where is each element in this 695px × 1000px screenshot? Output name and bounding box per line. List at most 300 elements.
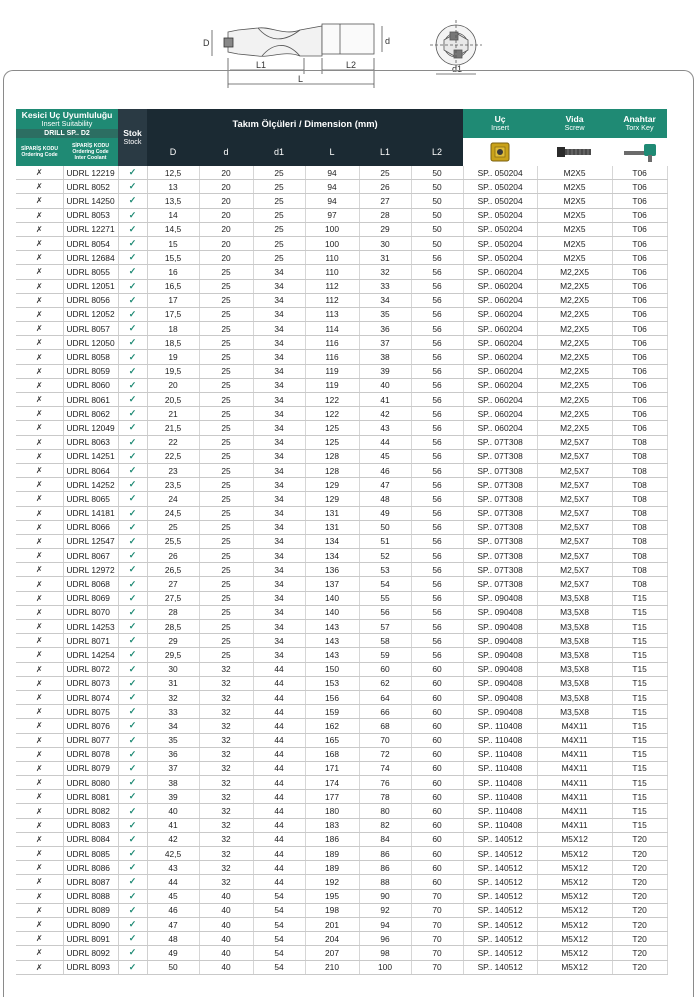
- cell-screw: M4X11: [537, 818, 612, 832]
- cell-l1: 78: [359, 790, 411, 804]
- cell-d1: 34: [253, 393, 305, 407]
- cell-l: 119: [305, 364, 359, 378]
- ordering-code-cell: UDRL 8089: [63, 903, 118, 917]
- cross-icon: ✗: [16, 478, 63, 492]
- cell-insert: SP.. 060204: [463, 293, 537, 307]
- cell-d: 25: [199, 591, 253, 605]
- cell-l1: 59: [359, 648, 411, 662]
- cell-d: 19,5: [147, 364, 199, 378]
- cell-l: 183: [305, 818, 359, 832]
- cell-key: T15: [612, 818, 667, 832]
- cell-d1: 34: [253, 336, 305, 350]
- ordering-code-cell: UDRL 8058: [63, 350, 118, 364]
- cell-d: 37: [147, 761, 199, 775]
- cross-icon: ✗: [16, 676, 63, 690]
- cell-d1: 34: [253, 591, 305, 605]
- cell-d1: 34: [253, 364, 305, 378]
- cell-d1: 25: [253, 251, 305, 265]
- cell-key: T20: [612, 932, 667, 946]
- ordering-code-cell: UDRL 8085: [63, 847, 118, 861]
- cell-d: 32: [199, 804, 253, 818]
- cell-d: 19: [147, 350, 199, 364]
- cell-l2: 56: [411, 251, 463, 265]
- table-row: [16, 705, 667, 719]
- cell-l2: 56: [411, 463, 463, 477]
- ordering-code-cell: UDRL 8084: [63, 832, 118, 846]
- dimension-normal: Dimension (mm): [304, 118, 378, 129]
- cell-l1: 76: [359, 776, 411, 790]
- cell-d: 14: [147, 208, 199, 222]
- cell-l2: 56: [411, 506, 463, 520]
- cell-d1: 44: [253, 719, 305, 733]
- check-icon: ✓: [118, 932, 147, 946]
- check-icon: ✓: [118, 421, 147, 435]
- cell-l1: 51: [359, 534, 411, 548]
- cell-l2: 60: [411, 847, 463, 861]
- cell-l1: 80: [359, 804, 411, 818]
- cell-key: T20: [612, 903, 667, 917]
- check-icon: ✓: [118, 378, 147, 392]
- cell-d: 42,5: [147, 847, 199, 861]
- cell-l: 112: [305, 293, 359, 307]
- cell-d: 25: [199, 293, 253, 307]
- cell-l2: 60: [411, 747, 463, 761]
- cross-icon: ✗: [16, 761, 63, 775]
- cell-d: 25: [199, 378, 253, 392]
- cell-l: 116: [305, 336, 359, 350]
- cell-d1: 34: [253, 577, 305, 591]
- cross-icon: ✗: [16, 421, 63, 435]
- ordering-coolant-line2: Ordering Code: [72, 149, 109, 155]
- ordering-code-cell: UDRL 8072: [63, 662, 118, 676]
- cell-l2: 56: [411, 549, 463, 563]
- cell-insert: SP.. 07T308: [463, 520, 537, 534]
- cross-icon: ✗: [16, 549, 63, 563]
- cell-l1: 68: [359, 719, 411, 733]
- ordering-code-cell: UDRL 14250: [63, 194, 118, 208]
- cell-d1: 34: [253, 634, 305, 648]
- ordering-code-cell: UDRL 8070: [63, 605, 118, 619]
- cell-key: T20: [612, 946, 667, 960]
- cell-screw: M5X12: [537, 832, 612, 846]
- cell-d: 20: [199, 222, 253, 236]
- cell-l1: 86: [359, 861, 411, 875]
- cell-d: 22,5: [147, 449, 199, 463]
- cell-l2: 50: [411, 180, 463, 194]
- cell-l2: 70: [411, 917, 463, 931]
- drill-sp-header: DRILL SP.. D2: [16, 129, 118, 138]
- cell-key: T06: [612, 208, 667, 222]
- label-d1: d1: [452, 64, 463, 74]
- table-row: [16, 251, 667, 265]
- cell-key: T06: [612, 194, 667, 208]
- cell-d: 20: [147, 378, 199, 392]
- check-icon: ✓: [118, 492, 147, 506]
- header-row-top: [16, 109, 667, 129]
- cell-l1: 84: [359, 832, 411, 846]
- cell-key: T15: [612, 605, 667, 619]
- cell-insert: SP.. 07T308: [463, 577, 537, 591]
- cell-d: 25: [199, 478, 253, 492]
- check-icon: ✓: [118, 393, 147, 407]
- cell-screw: M2,2X5: [537, 265, 612, 279]
- label-L: L: [298, 74, 304, 84]
- cell-d: 25: [199, 421, 253, 435]
- cell-key: T20: [612, 847, 667, 861]
- cell-l1: 86: [359, 847, 411, 861]
- cell-d: 28: [147, 605, 199, 619]
- cell-insert: SP.. 050204: [463, 166, 537, 180]
- cell-l: 162: [305, 719, 359, 733]
- cell-d: 31: [147, 676, 199, 690]
- check-icon: ✓: [118, 563, 147, 577]
- cell-d1: 54: [253, 917, 305, 931]
- cell-d: 17: [147, 293, 199, 307]
- cell-d: 40: [147, 804, 199, 818]
- cell-key: T15: [612, 761, 667, 775]
- table-row: [16, 719, 667, 733]
- table-row: [16, 449, 667, 463]
- ordering-code-cell: UDRL 8054: [63, 236, 118, 250]
- ordering-code-cell: UDRL 8087: [63, 875, 118, 889]
- cell-l1: 37: [359, 336, 411, 350]
- cell-d: 33: [147, 705, 199, 719]
- cell-insert: SP.. 050204: [463, 222, 537, 236]
- cell-d: 32: [199, 847, 253, 861]
- cell-d: 50: [147, 960, 199, 974]
- cell-l: 134: [305, 534, 359, 548]
- cell-l: 94: [305, 194, 359, 208]
- cell-d: 25: [199, 307, 253, 321]
- ordering-code-cell: UDRL 8092: [63, 946, 118, 960]
- insert-suitability-header: [16, 109, 118, 129]
- cell-l: 168: [305, 747, 359, 761]
- cell-l: 125: [305, 421, 359, 435]
- ordering-code-cell: UDRL 14181: [63, 506, 118, 520]
- table-row: [16, 960, 667, 974]
- ordering-code-cell: UDRL 12219: [63, 166, 118, 180]
- cell-d: 18,5: [147, 336, 199, 350]
- cell-key: T06: [612, 293, 667, 307]
- col-L2: L2: [411, 138, 463, 166]
- cell-key: T15: [612, 648, 667, 662]
- cell-d: 20: [199, 166, 253, 180]
- cell-d: 43: [147, 861, 199, 875]
- cell-d: 38: [147, 776, 199, 790]
- cell-l: 137: [305, 577, 359, 591]
- cell-d: 32: [199, 761, 253, 775]
- cell-d1: 54: [253, 960, 305, 974]
- cell-d: 40: [199, 946, 253, 960]
- cell-d: 20: [199, 194, 253, 208]
- cross-icon: ✗: [16, 236, 63, 250]
- cell-l2: 60: [411, 719, 463, 733]
- cross-icon: ✗: [16, 620, 63, 634]
- cell-l2: 50: [411, 222, 463, 236]
- screw-image-cell: [537, 138, 612, 166]
- table-row: [16, 350, 667, 364]
- cross-icon: ✗: [16, 577, 63, 591]
- cell-key: T20: [612, 960, 667, 974]
- cell-insert: SP.. 110408: [463, 818, 537, 832]
- cell-d1: 44: [253, 875, 305, 889]
- cell-d: 23,5: [147, 478, 199, 492]
- cell-l1: 50: [359, 520, 411, 534]
- cell-d: 15: [147, 236, 199, 250]
- ordering-code-cell: UDRL 12271: [63, 222, 118, 236]
- cell-key: T06: [612, 222, 667, 236]
- cell-screw: M5X12: [537, 946, 612, 960]
- cell-l: 94: [305, 180, 359, 194]
- cell-d: 23: [147, 463, 199, 477]
- cell-l2: 56: [411, 563, 463, 577]
- cell-d1: 34: [253, 478, 305, 492]
- cell-insert: SP.. 090408: [463, 705, 537, 719]
- screw-line2: Screw: [564, 123, 585, 132]
- cell-key: T15: [612, 776, 667, 790]
- cell-d: 25: [199, 393, 253, 407]
- label-L1: L1: [256, 60, 267, 70]
- cell-l: 129: [305, 492, 359, 506]
- cell-d1: 34: [253, 307, 305, 321]
- cell-d: 13,5: [147, 194, 199, 208]
- cell-screw: M5X12: [537, 917, 612, 931]
- cell-l1: 31: [359, 251, 411, 265]
- cell-d: 18: [147, 322, 199, 336]
- cell-l1: 96: [359, 932, 411, 946]
- cell-d: 13: [147, 180, 199, 194]
- cell-d1: 34: [253, 648, 305, 662]
- cell-d: 39: [147, 790, 199, 804]
- cell-d: 41: [147, 818, 199, 832]
- col-L: L: [305, 138, 359, 166]
- cross-icon: ✗: [16, 861, 63, 875]
- cross-icon: ✗: [16, 747, 63, 761]
- cell-insert: SP.. 110408: [463, 733, 537, 747]
- cell-d: 32: [199, 818, 253, 832]
- cell-insert: SP.. 07T308: [463, 563, 537, 577]
- cell-l: 201: [305, 917, 359, 931]
- cross-icon: ✗: [16, 563, 63, 577]
- cell-d: 49: [147, 946, 199, 960]
- cell-d1: 44: [253, 690, 305, 704]
- cell-insert: SP.. 060204: [463, 336, 537, 350]
- cell-d: 28,5: [147, 620, 199, 634]
- cell-key: T06: [612, 393, 667, 407]
- check-icon: ✓: [118, 364, 147, 378]
- cell-l: 186: [305, 832, 359, 846]
- cell-insert: SP.. 110408: [463, 776, 537, 790]
- check-icon: ✓: [118, 818, 147, 832]
- cell-insert: SP.. 07T308: [463, 549, 537, 563]
- stock-header: [118, 109, 147, 166]
- cell-insert: SP.. 07T308: [463, 506, 537, 520]
- cell-d: 27: [147, 577, 199, 591]
- cell-d: 24,5: [147, 506, 199, 520]
- ordering-code-header: [16, 138, 63, 166]
- check-icon: ✓: [118, 166, 147, 180]
- table-row: [16, 534, 667, 548]
- cell-d: 25,5: [147, 534, 199, 548]
- cross-icon: ✗: [16, 889, 63, 903]
- cell-l1: 57: [359, 620, 411, 634]
- cross-icon: ✗: [16, 393, 63, 407]
- cell-screw: M2X5: [537, 166, 612, 180]
- cell-insert: SP.. 140512: [463, 903, 537, 917]
- cell-insert: SP.. 050204: [463, 236, 537, 250]
- label-D: D: [203, 38, 210, 48]
- table-row: [16, 832, 667, 846]
- cell-d1: 34: [253, 605, 305, 619]
- cell-screw: M2X5: [537, 208, 612, 222]
- cell-key: T06: [612, 407, 667, 421]
- table-row: [16, 293, 667, 307]
- cell-screw: M5X12: [537, 889, 612, 903]
- cell-d: 16,5: [147, 279, 199, 293]
- cell-screw: M3,5X8: [537, 705, 612, 719]
- col-D: D: [147, 138, 199, 166]
- cell-d1: 34: [253, 549, 305, 563]
- check-icon: ✓: [118, 236, 147, 250]
- table-row: [16, 180, 667, 194]
- cell-d: 25: [199, 605, 253, 619]
- check-icon: ✓: [118, 875, 147, 889]
- cell-l2: 56: [411, 350, 463, 364]
- cell-insert: SP.. 050204: [463, 251, 537, 265]
- cell-d: 26: [147, 549, 199, 563]
- check-icon: ✓: [118, 903, 147, 917]
- cell-d: 20,5: [147, 393, 199, 407]
- cell-key: T15: [612, 634, 667, 648]
- table-row: [16, 364, 667, 378]
- cell-screw: M2,5X7: [537, 449, 612, 463]
- check-icon: ✓: [118, 690, 147, 704]
- cell-l1: 39: [359, 364, 411, 378]
- ordering-code-cell: UDRL 12972: [63, 563, 118, 577]
- cell-l1: 55: [359, 591, 411, 605]
- table-row: [16, 634, 667, 648]
- cell-screw: M2,5X7: [537, 577, 612, 591]
- table-row: [16, 279, 667, 293]
- cell-l2: 50: [411, 166, 463, 180]
- cell-screw: M2X5: [537, 236, 612, 250]
- cell-l2: 56: [411, 336, 463, 350]
- cell-l2: 56: [411, 307, 463, 321]
- cell-d: 25: [199, 577, 253, 591]
- insert-image-cell: [463, 138, 537, 166]
- table-row: [16, 804, 667, 818]
- cell-d1: 34: [253, 506, 305, 520]
- cell-l2: 56: [411, 591, 463, 605]
- insert-line2: Insert: [491, 123, 510, 132]
- stock-line1: Stok: [123, 128, 142, 138]
- ordering-code-cell: UDRL 8076: [63, 719, 118, 733]
- cell-l2: 70: [411, 946, 463, 960]
- cross-icon: ✗: [16, 378, 63, 392]
- table-row: [16, 648, 667, 662]
- check-icon: ✓: [118, 279, 147, 293]
- check-icon: ✓: [118, 265, 147, 279]
- cell-l1: 64: [359, 690, 411, 704]
- ordering-code-cell: UDRL 12051: [63, 279, 118, 293]
- cell-insert: SP.. 140512: [463, 832, 537, 846]
- cell-d1: 54: [253, 932, 305, 946]
- table-body: [16, 166, 667, 974]
- cell-insert: SP.. 090408: [463, 605, 537, 619]
- cell-d: 25: [199, 336, 253, 350]
- table-row: [16, 322, 667, 336]
- check-icon: ✓: [118, 251, 147, 265]
- header-row-columns: [16, 138, 667, 166]
- cell-l: 112: [305, 279, 359, 293]
- table-row: [16, 875, 667, 889]
- check-icon: ✓: [118, 180, 147, 194]
- cell-l1: 40: [359, 378, 411, 392]
- cell-d: 21,5: [147, 421, 199, 435]
- cell-screw: M2,2X5: [537, 279, 612, 293]
- cell-l1: 42: [359, 407, 411, 421]
- ordering-coolant-line1: SİPARİŞ KODU: [71, 143, 110, 149]
- cell-l2: 50: [411, 194, 463, 208]
- cell-insert: SP.. 110408: [463, 804, 537, 818]
- cell-d1: 44: [253, 761, 305, 775]
- cell-insert: SP.. 090408: [463, 620, 537, 634]
- ordering-code-cell: UDRL 8064: [63, 463, 118, 477]
- cell-l: 110: [305, 265, 359, 279]
- cell-d: 25: [199, 534, 253, 548]
- cross-icon: ✗: [16, 350, 63, 364]
- cross-icon: ✗: [16, 605, 63, 619]
- screw-header: [537, 109, 612, 138]
- cell-d1: 34: [253, 378, 305, 392]
- cell-d: 20: [199, 208, 253, 222]
- cell-screw: M2,2X5: [537, 307, 612, 321]
- ordering-code-cell: UDRL 8062: [63, 407, 118, 421]
- table-row: [16, 492, 667, 506]
- ordering-code-cell: UDRL 8052: [63, 180, 118, 194]
- cell-insert: SP.. 060204: [463, 407, 537, 421]
- cell-l2: 56: [411, 279, 463, 293]
- key-line2: Torx Key: [625, 123, 654, 132]
- cell-d: 25: [199, 463, 253, 477]
- cell-d1: 34: [253, 435, 305, 449]
- cell-l1: 92: [359, 903, 411, 917]
- cell-insert: SP.. 060204: [463, 322, 537, 336]
- cell-d1: 44: [253, 832, 305, 846]
- check-icon: ✓: [118, 506, 147, 520]
- cross-icon: ✗: [16, 279, 63, 293]
- cell-l1: 41: [359, 393, 411, 407]
- cross-icon: ✗: [16, 322, 63, 336]
- cell-l: 165: [305, 733, 359, 747]
- cell-l1: 30: [359, 236, 411, 250]
- check-icon: ✓: [118, 534, 147, 548]
- cell-l: 110: [305, 251, 359, 265]
- cross-icon: ✗: [16, 917, 63, 931]
- cell-l2: 60: [411, 662, 463, 676]
- cell-d1: 34: [253, 463, 305, 477]
- cell-insert: SP.. 110408: [463, 747, 537, 761]
- table-row: [16, 847, 667, 861]
- check-icon: ✓: [118, 719, 147, 733]
- table-row: [16, 307, 667, 321]
- ordering-code-cell: UDRL 8057: [63, 322, 118, 336]
- cell-d: 25: [199, 648, 253, 662]
- table-row: [16, 463, 667, 477]
- cell-insert: SP.. 060204: [463, 393, 537, 407]
- table-row: [16, 690, 667, 704]
- cell-insert: SP.. 060204: [463, 378, 537, 392]
